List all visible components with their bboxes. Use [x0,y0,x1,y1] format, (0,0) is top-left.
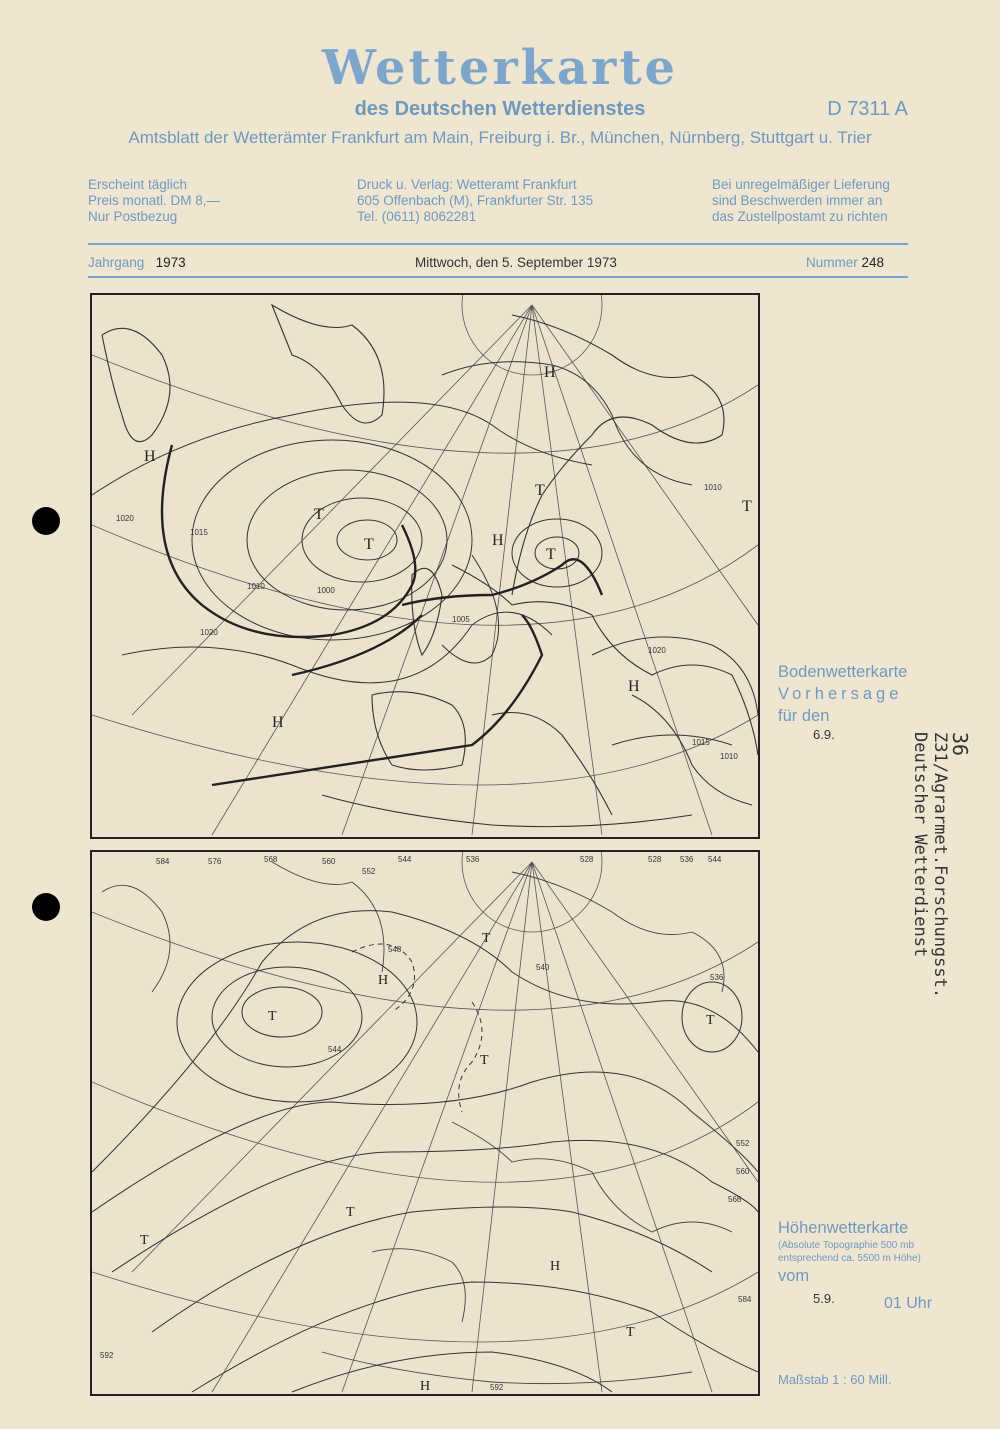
stamp-line: Deutscher Wetterdienst [910,732,930,958]
isobar-label: 1005 [452,615,470,624]
library-stamp [840,722,980,999]
info-right [712,177,890,225]
height-center-label: H [550,1259,561,1274]
info-center-line: 605 Offenbach (M), Frankfurter Str. 135 [357,193,594,208]
upper-map-note: (Absolute Topographie 500 mb [778,1240,915,1251]
upper-map-title: Höhenwetterkarte [778,1219,909,1237]
contour-label: 536 [710,973,724,982]
height-center-label: T [626,1325,635,1340]
jahrgang-label: Jahrgang [88,255,145,270]
info-center-line: Druck u. Verlag: Wetteramt Frankfurt [357,177,577,192]
contour-label: 592 [490,1383,504,1392]
info-left-line: Nur Postbezug [88,209,178,224]
isobar-label: 1015 [190,528,208,537]
contour-label: 576 [208,857,222,866]
height-centers [140,931,715,1394]
height-center-label: H [378,973,389,988]
info-left [88,177,220,225]
height-contours [92,911,758,1392]
contour-label: 552 [362,867,376,876]
newspaper-title: Wetterkarte [321,40,679,96]
upper-air-map [90,850,760,1396]
pressure-center-label: T [535,482,545,499]
coastlines [102,305,758,827]
isobar-label: 1010 [247,582,265,591]
map-scale: Maßstab 1 : 60 Mill. [778,1372,892,1387]
isobar-label: 1000 [317,586,335,595]
nummer-label: Nummer [806,255,858,270]
info-right-line: das Zustellpostamt zu richten [712,209,888,224]
upper-map-vom: vom [778,1267,810,1285]
pressure-center-label: H [492,532,504,549]
issue-rule [88,276,908,278]
pressure-center-label: H [628,678,640,695]
contour-label: 540 [536,963,550,972]
jahrgang [88,255,186,270]
upper-map-date: 5.9. [813,1291,835,1306]
jahrgang-value: 1973 [155,255,186,270]
pressure-center-label: H [144,448,156,465]
isobar-label: 1010 [704,483,722,492]
isobar-label: 1020 [648,646,666,655]
official-line: Amtsblatt der Wetterämter Frankfurt am Main, Freiburg i. Br., München, Nürnberg, Stuttgart u. Trier [128,128,872,147]
contour-label: 544 [328,1045,342,1054]
isobar-label: 1020 [200,628,218,637]
height-center-label: T [268,1009,277,1024]
contour-label: 568 [264,855,278,864]
upper-map-note: entsprechend ca. 5500 m Höhe) [778,1253,921,1264]
contour-label: 528 [580,855,594,864]
contour-label: 584 [738,1295,752,1304]
contour-label: 584 [156,857,170,866]
info-left-line: Preis monatl. DM 8,— [88,193,221,208]
isobar-label: 1020 [116,514,134,523]
isobar-label: 1010 [720,752,738,761]
isobar-label: 1015 [692,738,710,747]
stamp-line: Z31/Agrarmet.Forschungsst. [930,732,950,999]
pressure-center-label: H [544,364,556,381]
pressure-center-label: T [742,498,752,515]
contour-label: 552 [736,1139,750,1148]
contour-label: 560 [322,857,336,866]
punch-hole [32,507,60,535]
pressure-centers [144,364,752,731]
surface-map-title: Bodenwetterkarte [778,663,908,681]
height-center-label: T [482,931,491,946]
contour-label: 544 [398,855,412,864]
upper-map-caption [778,1217,921,1287]
contour-label: 536 [466,855,480,864]
pressure-center-label: T [364,536,374,553]
upper-map-time: 01 Uhr [884,1295,933,1312]
height-center-label: T [140,1233,149,1248]
height-center-label: H [420,1379,431,1394]
publication-code: D 7311 A [827,98,908,120]
isobars [92,362,758,745]
pressure-center-label: T [546,546,556,563]
surface-map-date: 6.9. [813,727,835,742]
surface-map-caption [778,661,907,727]
contour-label: 544 [708,855,722,864]
contour-label: 592 [100,1351,114,1360]
info-center [357,177,593,225]
stamp-number: 36 [948,732,972,757]
stamp-text [910,732,970,998]
pressure-center-label: H [272,714,284,731]
info-left-line: Erscheint täglich [88,177,188,192]
contour-label: 536 [680,855,694,864]
info-center-line: Tel. (0611) 8062281 [357,209,477,224]
punch-hole [32,893,60,921]
newspaper-subtitle: des Deutschen Wetterdienstes [354,98,646,120]
nummer [806,255,884,270]
pressure-center-label: T [314,506,324,523]
surface-weather-map [90,293,760,839]
isobar-labels [116,483,738,761]
height-center-label: T [480,1053,489,1068]
surface-map-for: für den [778,707,830,725]
contour-label: 528 [648,855,662,864]
height-center-label: T [706,1013,715,1028]
surface-map-subtitle: Vorhersage [778,685,903,703]
nummer-value: 248 [861,255,885,270]
info-right-line: Bei unregelmäßiger Lieferung [712,177,890,192]
issue-date: Mittwoch, den 5. September 1973 [415,255,617,270]
header-rule [88,243,908,245]
upper-map-svg [92,852,758,1394]
info-right-line: sind Beschwerden immer an [712,193,883,208]
contour-label: 568 [728,1195,742,1204]
contour-label: 548 [388,945,402,954]
surface-map-svg [92,295,758,837]
contour-label: 560 [736,1167,750,1176]
height-center-label: T [346,1205,355,1220]
